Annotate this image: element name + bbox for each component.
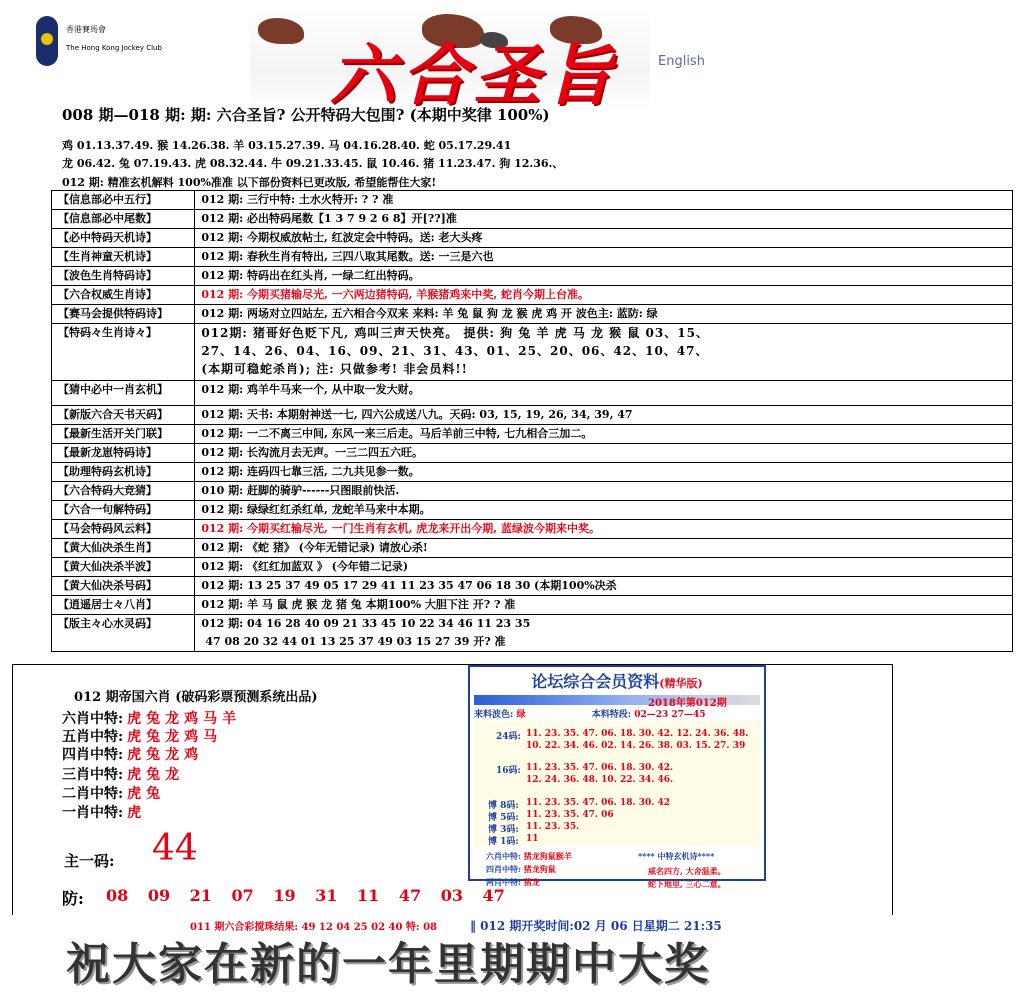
prediction-values: 虎兔龙鸡马羊 (127, 711, 242, 727)
row-label: 【猜中必中一肖玄机】 (52, 381, 195, 406)
table-row (52, 425, 1013, 444)
notice-text: 012 期: 精准玄机解料 100%准准 以下部份资料已更改版, 希望能帮住大家! (62, 176, 437, 189)
row-content: 012 期: 三行中特: 土水火特开: ? ? 准 (195, 191, 1013, 210)
row-label: 【马会特码风云料】 (52, 520, 195, 539)
row-label: 【必中特码天机诗】 (52, 229, 195, 248)
row-content: 012 期: 两场对立四站左, 五六相合今双来 来料: 羊 兔 鼠 狗 龙 猴 虎 鸡 开 波色主: 蓝防: 绿 (195, 305, 1013, 324)
zodiac-prediction-row (62, 726, 222, 746)
prediction-label: 二肖中特: (62, 786, 124, 802)
prediction-values: 虎兔龙 (127, 767, 185, 783)
bo3-label: 博 3码: (488, 825, 519, 835)
row-content: 010 期: 赶脚的骑驴------只图眼前快活. (195, 482, 1013, 501)
zodiac-numbers-line: 龙 06.42. 兔 07.19.43. 虎 08.32.44. 牛 09.21.33.45. 鼠 10.46. 猪 11.23.47. 狗 12.36.、 (62, 157, 564, 170)
special-value: 02—23 27—45 (634, 710, 706, 720)
main-code-label: 主一码: (64, 852, 115, 870)
row-content: 012 期: 今期权威放帖士, 红波定会中特码。送: 老大头疼 (195, 229, 1013, 248)
code24-label: 24码: (496, 732, 521, 742)
row-content-line: 27、14、26、04、16、09、21、31、43、01、25、20、06、42、10、47、 (201, 344, 709, 358)
table-row (52, 444, 1013, 463)
member-six-row (486, 851, 572, 862)
row-label: 【新版六合天书天码】 (52, 406, 195, 425)
prediction-values: 虎 (127, 805, 147, 821)
jockey-club-logo-icon (36, 16, 58, 66)
bo1-label: 博 1码: (488, 837, 519, 847)
defend-numbers: 08 09 21 07 19 31 11 47 03 47 (106, 886, 505, 905)
bo8-value: 11. 23. 35. 47. 06. 18. 30. 42 (526, 798, 671, 808)
member-card-title-text: 论坛综合会员资料 (531, 672, 660, 691)
row-label: 【黄大仙决杀半波】 (52, 558, 195, 577)
row-content: 012 期: 13 25 37 49 05 17 29 41 11 23 35 47 06 18 30 (本期100%决杀 (195, 577, 1013, 596)
row-content: 012 期: 《红红加蓝双 》 (今年错二记录) (195, 558, 1013, 577)
table-row (52, 615, 1013, 652)
last-draw-result: 011 期六合彩搅珠结果: 49 12 04 25 02 40 特: 08 (190, 922, 438, 933)
member-six-value: 猪龙狗鼠猴羊 (523, 851, 572, 861)
row-content (195, 324, 1013, 381)
code16-line: 12. 24. 36. 48. 10. 22. 34. 46. (526, 775, 674, 785)
prediction-values: 虎兔龙鸡 (127, 747, 204, 763)
prediction-label: 四肖中特: (62, 747, 124, 763)
zodiac-prediction-row (62, 708, 241, 728)
row-label: 【信息部必中尾数】 (52, 210, 195, 229)
table-row (52, 482, 1013, 501)
row-label: 【六合一句解特码】 (52, 501, 195, 520)
zodiac-prediction-row (62, 783, 165, 803)
table-row (52, 305, 1013, 324)
zodiac-prediction-row (62, 764, 184, 784)
six-zodiac-title: 012 期帝国六肖 (破码彩票预测系统出品) (74, 690, 318, 705)
horse-rider-image (258, 18, 304, 44)
member-poem-title: **** 中特玄机诗**** (638, 851, 715, 861)
row-label: 【版主々心水灵码】 (52, 615, 195, 652)
row-content: 012 期: 羊 马 鼠 虎 猴 龙 猪 兔 本期100% 大胆下注 开? ? 准 (195, 596, 1013, 615)
row-label: 【最新龙崽特码诗】 (52, 444, 195, 463)
table-row (52, 267, 1013, 286)
table-row (52, 229, 1013, 248)
draw-time: ‖ 012 期开奖时间:02 月 06 日星期二 21:35 (470, 919, 722, 933)
table-row (52, 577, 1013, 596)
bo1-value: 11 (526, 834, 539, 844)
code16-label: 16码: (496, 766, 521, 776)
wave-value: 绿 (516, 710, 526, 720)
page-headline: 008 期—018 期: 期: 六合圣旨? 公开特码大包围? (本期中奖律 100%) (62, 106, 550, 124)
row-content: 012 期: 《蛇 猪》 (今年无错记录) 请放心杀! (195, 539, 1013, 558)
member-card-title (470, 669, 764, 692)
member-wave-line (474, 707, 705, 720)
table-row (52, 210, 1013, 229)
row-label: 【波色生肖特码诗】 (52, 267, 195, 286)
bo5-label: 博 5码: (488, 813, 519, 823)
member-two-label: 两肖中特: (486, 877, 521, 887)
row-label: 【赛马会提供特码诗】 (52, 305, 195, 324)
row-content-line: 012 期: 04 16 28 40 09 21 33 45 10 22 34 46 11 23 35 (201, 617, 531, 630)
table-row (52, 406, 1013, 425)
member-six-label: 六肖中特: (486, 851, 521, 861)
row-label: 【逍遥居士々八肖】 (52, 596, 195, 615)
member-four-value: 猪龙狗鼠 (523, 864, 556, 874)
row-content: 012 期: 绿绿红红杀红单, 龙蛇羊马来中本期。 (195, 501, 1013, 520)
bo5-value: 11. 23. 35. 47. 06 (526, 810, 614, 820)
bo3-value: 11. 23. 35. (526, 822, 580, 832)
prediction-label: 五肖中特: (62, 729, 124, 745)
table-row (52, 520, 1013, 539)
member-card-body (474, 721, 760, 846)
row-content: 012 期: 天书: 本期射神送一七, 四六公成送八九。天码: 03, 15, 19, 26, 34, 39, 47 (195, 406, 1013, 425)
row-label: 【信息部必中五行】 (52, 191, 195, 210)
wave-label: 来料波色: (474, 710, 514, 720)
table-row (52, 596, 1013, 615)
row-content: 012 期: 春秋生肖有特出, 三四八取其尾数。送: 一三是六也 (195, 248, 1013, 267)
bo8-label: 博 8码: (488, 801, 519, 811)
row-label: 【六合特码大竞猜】 (52, 482, 195, 501)
member-two-row (486, 877, 540, 888)
zodiac-prediction-row (62, 802, 146, 822)
row-label: 【特码々生肖诗々】 (52, 324, 195, 381)
prediction-values: 虎兔龙鸡马 (127, 729, 223, 745)
prediction-label: 六肖中特: (62, 711, 124, 727)
member-card-period: 2018年第012期 (648, 698, 727, 709)
table-row (52, 463, 1013, 482)
member-four-label: 四肖中特: (486, 864, 521, 874)
zodiac-numbers-line: 鸡 01.13.37.49. 猴 14.26.38. 羊 03.15.27.39. 马 04.16.28.40. 蛇 05.17.29.41 (62, 139, 512, 152)
member-card-title-tag: (精华版) (659, 677, 703, 690)
row-content: 012 期: 特码出在红头肖, 一绿二红出特码。 (195, 267, 1013, 286)
table-row (52, 286, 1013, 305)
table-row (52, 324, 1013, 381)
logo-english-name: The Hong Kong Jockey Club (66, 44, 162, 52)
row-label: 【黄大仙决杀生肖】 (52, 539, 195, 558)
slogan-banner: 祝大家在新的一年里期期中大奖 (66, 939, 710, 990)
table-row (52, 558, 1013, 577)
member-info-card (468, 665, 766, 889)
table-row (52, 381, 1013, 406)
code24-line: 10. 22. 34. 46. 02. 14. 26. 38. 03. 15. 27. 39 (526, 741, 746, 751)
row-content-line: (本期可稳蛇杀肖); 注: 只做参考! 非会员料!! (201, 362, 468, 376)
row-content: 012 期: 鸡羊牛马来一个, 从中取一发大财。 (195, 381, 1013, 406)
row-content: 012 期: 一二不离三中间, 东风一来三后走。马后羊前三中特, 七九相合三加二。 (195, 425, 1013, 444)
row-content-line: 012期: 猪哥好色贬下凡, 鸡叫三声天快亮。 提供: 狗 兔 羊 虎 马 龙 猴 鼠 03、15、 (201, 326, 709, 340)
main-code-value: 44 (152, 828, 198, 869)
logo-chinese-name: 香港賽馬會 (66, 25, 106, 34)
prediction-label: 三肖中特: (62, 767, 124, 783)
member-poem-line: 蛇下地里, 三心二意。 (648, 879, 726, 889)
prediction-label: 一肖中特: (62, 805, 124, 821)
english-link[interactable]: English (658, 54, 705, 69)
member-two-value: 猪龙 (523, 877, 540, 887)
member-four-row (486, 864, 556, 875)
info-table (51, 190, 1013, 652)
row-content: 012 期: 今期买红输尽光, 一门生肖有玄机, 虎龙来开出今期, 蓝绿波今期来中奖。 (195, 520, 1013, 539)
zodiac-prediction-row (62, 744, 203, 764)
table-row (52, 248, 1013, 267)
row-label: 【黄大仙决杀号码】 (52, 577, 195, 596)
defend-label: 防: (62, 889, 84, 908)
row-label: 【六合权威生肖诗】 (52, 286, 195, 305)
code16-line: 11. 23. 35. 47. 06. 18. 30. 42. (526, 763, 674, 773)
row-content-line: 47 08 20 32 44 01 13 25 37 49 03 15 27 39 开? 准 (205, 635, 506, 648)
table-row (52, 501, 1013, 520)
table-row (52, 539, 1013, 558)
row-label: 【助理特码玄机诗】 (52, 463, 195, 482)
row-label: 【生肖神童天机诗】 (52, 248, 195, 267)
code24-line: 11. 23. 35. 47. 06. 18. 30. 42. 12. 24. 36. 48. (526, 729, 749, 739)
special-label: 本料特段: (591, 710, 632, 720)
prediction-values: 虎兔 (127, 786, 166, 802)
banner-title: 六合圣旨 (330, 36, 618, 114)
row-content: 012 期: 长沟流月去无声。一三二四五六旺。 (195, 444, 1013, 463)
table-row (52, 191, 1013, 210)
row-content (195, 615, 1013, 652)
row-content: 012 期: 今期买猪输尽光, 一六两边猪特码, 羊猴猪鸡来中奖, 蛇肖今期上台准。 (195, 286, 1013, 305)
row-content: 012 期: 连码四七靠三活, 二九共见参一数。 (195, 463, 1013, 482)
row-label: 【最新生活开关门联】 (52, 425, 195, 444)
member-poem-line: 威名四方, 大舍温柔。 (648, 866, 726, 876)
row-content: 012 期: 必出特码尾数【1 3 7 9 2 6 8】开[??]准 (195, 210, 1013, 229)
